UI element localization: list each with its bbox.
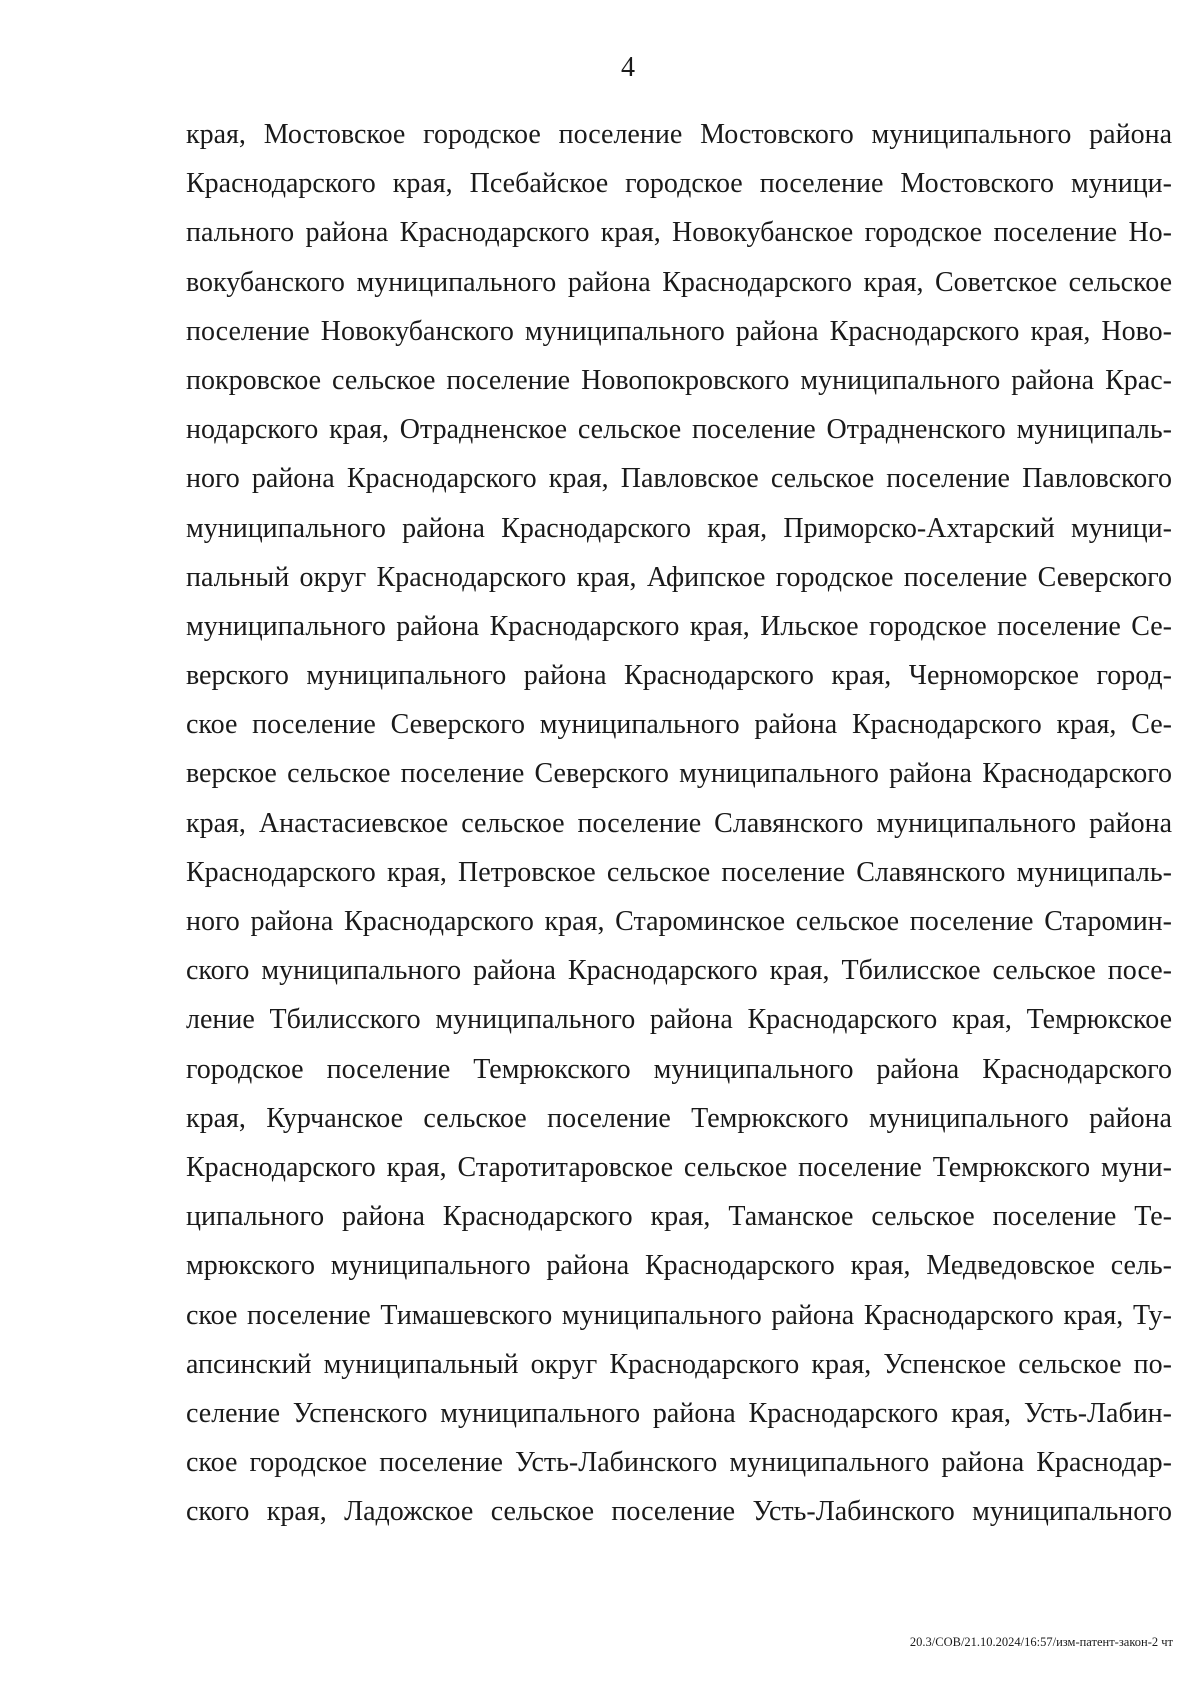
body-line: апсинский муниципальный округ Краснодарского края, Успенское сельское по- [186, 1348, 1172, 1380]
body-line: ципального района Краснодарского края, Таманское сельское поселение Те- [186, 1201, 1172, 1233]
body-line: ного района Краснодарского края, Староминское сельское поселение Старомин- [186, 906, 1172, 937]
body-line: ское городское поселение Усть-Лабинского муниципального района Краснодар- [186, 1447, 1172, 1479]
body-line: городское поселение Темрюкского муниципального района Краснодарского [186, 1053, 1172, 1085]
page-number: 4 [621, 52, 635, 83]
body-line: селение Успенского муниципального района Краснодарского края, Усть-Лабин- [186, 1397, 1172, 1429]
body-line: верского муниципального района Краснодарского края, Черноморское город- [186, 660, 1172, 692]
body-line: поселение Новокубанского муниципального района Краснодарского края, Ново- [186, 315, 1172, 347]
body-line: Краснодарского края, Старотитаровское сельское поселение Темрюкского муни- [186, 1151, 1172, 1183]
body-line: края, Курчанское сельское поселение Темрюкского муниципального района [186, 1102, 1172, 1134]
body-line: ское поселение Северского муниципального района Краснодарского края, Се- [186, 709, 1172, 741]
document-code: 20.3/СОВ/21.10.2024/16:57/изм-патент-закон-2 чт [909, 1635, 1173, 1649]
body-line: ного района Краснодарского края, Павловское сельское поселение Павловского [186, 463, 1172, 495]
body-line: края, Мостовское городское поселение Мостовского муниципального района [186, 119, 1172, 150]
body-line: ского края, Ладожское сельское поселение Усть-Лабинского муниципального [186, 1496, 1172, 1528]
body-line: верское сельское поселение Северского муниципального района Краснодарского [186, 758, 1172, 790]
body-line: муниципального района Краснодарского края, Приморско-Ахтарский муници- [186, 512, 1172, 544]
body-line: края, Анастасиевское сельское поселение Славянского муниципального района [186, 807, 1172, 839]
body-line: пального района Краснодарского края, Новокубанское городское поселение Но- [186, 217, 1172, 249]
document-body [186, 110, 1172, 1536]
body-line: пальный округ Краснодарского края, Афипское городское поселение Северского [186, 561, 1172, 593]
body-line: вокубанского муниципального района Краснодарского края, Советское сельское [186, 266, 1172, 298]
body-line: мрюкского муниципального района Краснодарского края, Медведовское сель- [186, 1250, 1172, 1282]
body-line: Краснодарского края, Псебайское городское поселение Мостовского муници- [186, 168, 1172, 200]
body-line: Краснодарского края, Петровское сельское поселение Славянского муниципаль- [186, 856, 1172, 888]
body-line: нодарского края, Отрадненское сельское поселение Отрадненского муниципаль- [186, 414, 1172, 446]
body-line: муниципального района Краснодарского края, Ильское городское поселение Се- [186, 610, 1172, 642]
body-line: ление Тбилисского муниципального района Краснодарского края, Темрюкское [186, 1004, 1172, 1036]
body-line: покровское сельское поселение Новопокровского муниципального района Крас- [186, 364, 1172, 396]
body-line: ское поселение Тимашевского муниципального района Краснодарского края, Ту- [186, 1299, 1172, 1331]
body-line: ского муниципального района Краснодарского края, Тбилисское сельское посе- [186, 955, 1172, 987]
